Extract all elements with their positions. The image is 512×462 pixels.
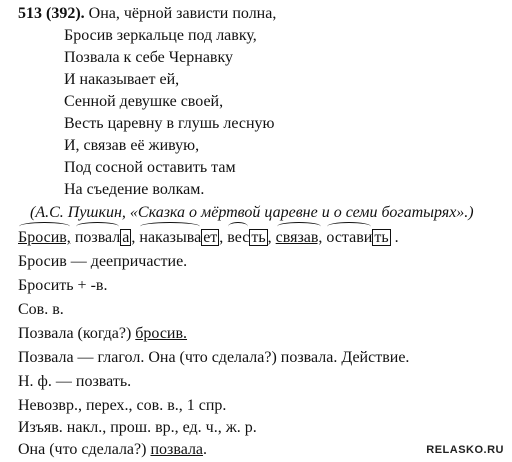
source-citation: (А.С. Пушкин, «Сказка о мёртвой царевне и о семи богатырях».) xyxy=(30,204,474,221)
analysis-line xyxy=(18,324,187,344)
word-root: наказыва xyxy=(139,229,202,246)
ending-box: а xyxy=(122,229,130,246)
watermark: RELASKO.RU xyxy=(426,444,504,456)
word-brosiv: Бросив, xyxy=(18,229,71,246)
analysis-line: Изъяв. накл., прош. вр., ед. ч., ж. р. xyxy=(18,419,257,436)
poem-line: И, связав её живую, xyxy=(64,137,200,154)
word-root: остави xyxy=(326,229,373,246)
poem-line: Бросив зеркальце под лавку, xyxy=(64,27,257,44)
exercise-number: 513 (392). xyxy=(18,5,85,22)
separator: , xyxy=(219,229,224,246)
analysis-line: Позвала — глагол. Она (что сделала?) позвала. Действие. xyxy=(18,349,410,366)
poem-line: Весть царевну в глушь лесную xyxy=(64,115,275,132)
analysis-line: Бросить + -в. xyxy=(18,277,108,294)
morpheme-analysis-line: Бросив, позвал а , наказыва ет , вес ть , связав, остави ть . xyxy=(18,229,399,246)
analysis-text: Позвала (когда?) xyxy=(18,325,132,342)
underlined-word: бросив. xyxy=(135,325,188,342)
analysis-line xyxy=(18,440,207,460)
word-root: позвал xyxy=(74,229,121,246)
ending-box: ть xyxy=(251,229,266,246)
analysis-line: Сов. в. xyxy=(18,301,64,318)
exercise-heading xyxy=(18,4,276,24)
analysis-line: Невозвр., перех., сов. в., 1 спр. xyxy=(18,397,227,414)
analysis-text: Она (что сделала?) xyxy=(18,441,147,458)
poem-line: Под сосной оставить там xyxy=(64,159,236,176)
poem-line: И наказывает ей, xyxy=(64,71,180,88)
poem-line: Она, чёрной зависти полна, xyxy=(88,5,277,22)
ending-box: ет xyxy=(203,229,218,246)
word-root: вес xyxy=(227,229,250,246)
poem-line: Позвала к себе Чернавку xyxy=(64,49,234,66)
poem-line: На съедение волкам. xyxy=(64,181,205,198)
period: . xyxy=(203,441,208,458)
analysis-line: Бросив — деепричастие. xyxy=(18,253,188,270)
word-svyazav: связав, xyxy=(275,229,323,246)
underlined-word: позвала xyxy=(150,441,204,458)
separator: , xyxy=(267,229,272,246)
separator: , xyxy=(131,229,136,246)
ending-box: ть xyxy=(374,229,389,246)
analysis-line: Н. ф. — позвать. xyxy=(18,373,132,390)
poem-line: Сенной девушке своей, xyxy=(64,93,224,110)
